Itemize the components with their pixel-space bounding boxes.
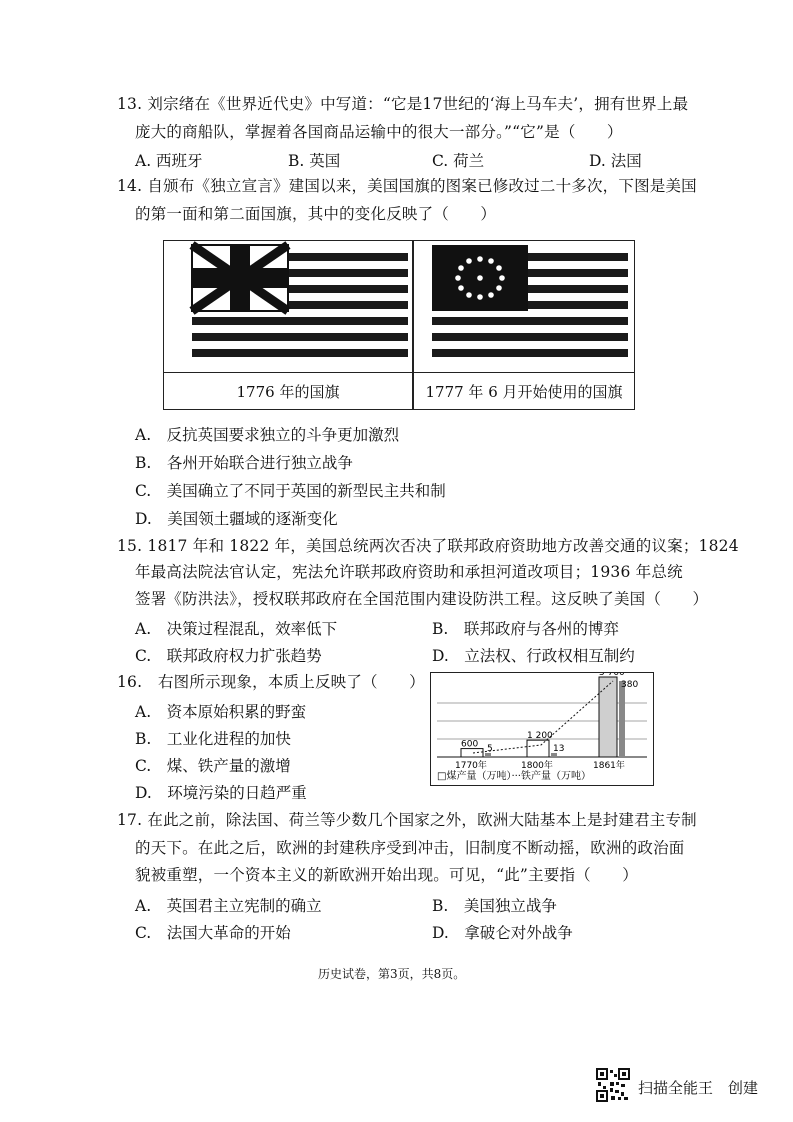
flag-1777 [414, 241, 634, 371]
stars-and-stripes-flag-image [414, 241, 634, 371]
q13-option-c[interactable]: C. 荷兰 [432, 152, 485, 170]
q14-line2: 的第一面和第二面国旗，其中的变化反映了（ ） [135, 205, 497, 223]
q16-line1: 16. 右图所示现象，本质上反映了（ ） [117, 673, 425, 691]
q15-option-d[interactable]: D. 立法权、行政权相互制约 [432, 647, 635, 665]
iron-label-1770年: 5 [487, 744, 493, 754]
coal-iron-chart-svg [431, 673, 653, 785]
x-tick-1770年: 1770年 [455, 761, 487, 771]
q16-option-a[interactable]: A. 资本原始积累的野蛮 [135, 703, 307, 721]
iron-bar-1861年 [619, 681, 625, 757]
q17-option-a[interactable]: A. 英国君主立宪制的确立 [135, 897, 322, 915]
qr-code-icon [596, 1068, 630, 1102]
coal-bar-1800年 [527, 740, 549, 757]
flag-caption-1776: 1776 年的国旗 [164, 372, 412, 409]
coal-iron-chart [430, 672, 654, 786]
q15-option-c[interactable]: C. 联邦政府权力扩张趋势 [135, 647, 322, 665]
q15-line2: 年最高法院法官认定，宪法允许联邦政府资助和承担河道改项目；1936 年总统 [135, 563, 683, 581]
q15-line3: 签署《防洪法》，授权联邦政府在全国范围内建设防洪工程。这反映了美国（ ） [135, 590, 709, 608]
coal-bar-1770年 [461, 749, 483, 757]
page-footer: 历史试卷，第3页，共8页。 [318, 967, 466, 981]
iron-label-1800年: 13 [553, 744, 565, 754]
x-tick-1861年: 1861年 [593, 761, 625, 771]
q17-line2: 的天下。在此之后，欧洲的封建秩序受到冲击，旧制度不断动摇，欧洲的政治面 [135, 839, 685, 857]
flag-1776 [164, 241, 412, 371]
coal-label-1800年: 1 200 [527, 731, 553, 742]
q17-option-c[interactable]: C. 法国大革命的开始 [135, 924, 291, 942]
x-tick-1800年: 1800年 [521, 761, 553, 771]
q14-option-a[interactable]: A. 反抗英国要求独立的斗争更加激烈 [135, 426, 400, 444]
q15-line1: 15. 1817 年和 1822 年，美国总统两次否决了联邦政府资助地方改善交通的议案；1824 [117, 537, 739, 555]
q13-option-a[interactable]: A. 西班牙 [135, 152, 203, 170]
q16-option-d[interactable]: D. 环境污染的日趋严重 [135, 784, 307, 802]
grand-union-flag-image [164, 241, 412, 371]
q14-option-b[interactable]: B. 各州开始联合进行独立战争 [135, 454, 353, 472]
q16-option-b[interactable]: B. 工业化进程的加快 [135, 730, 291, 748]
q15-option-a[interactable]: A. 决策过程混乱，效率低下 [135, 620, 338, 638]
coal-bar-1861年 [599, 677, 617, 757]
q17-option-d[interactable]: D. 拿破仑对外战争 [432, 924, 573, 942]
q17-option-b[interactable]: B. 美国独立战争 [432, 897, 557, 915]
q17-line1: 17. 在此之前，除法国、荷兰等少数几个国家之外，欧洲大陆基本上是封建君主专制 [117, 811, 697, 829]
q14-line1: 14. 自颁布《独立宣言》建国以来，美国国旗的图案已修改过二十多次，下图是美国 [117, 177, 697, 195]
q13-line2: 庞大的商船队，掌握着各国商品运输中的很大一部分。”“它”是（ ） [135, 123, 623, 141]
flag-caption-1777: 1777 年 6 月开始使用的国旗 [414, 372, 634, 409]
coal-label-1770年: 600 [461, 739, 479, 750]
q13-option-b[interactable]: B. 英国 [288, 152, 341, 170]
q17-line3: 貌被重塑，一个资本主义的新欧洲开始出现。可见，“此”主要指（ ） [135, 866, 638, 884]
q14-option-d[interactable]: D. 美国领土疆域的逐渐变化 [135, 510, 338, 528]
q13-line1: 13. 刘宗绪在《世界近代史》中写道：“它是17世纪的‘海上马车夫’，拥有世界上最 [117, 95, 689, 113]
q14-option-c[interactable]: C. 美国确立了不同于英国的新型民主共和制 [135, 482, 446, 500]
q13-option-d[interactable]: D. 法国 [589, 152, 642, 170]
iron-label-1861年: 380 [621, 680, 639, 690]
coal-label-1861年: 5 700 [599, 673, 625, 678]
q15-option-b[interactable]: B. 联邦政府与各州的博弈 [432, 620, 619, 638]
scanner-watermark: 扫描全能王 创建 [638, 1079, 759, 1097]
q16-option-c[interactable]: C. 煤、铁产量的激增 [135, 757, 291, 775]
chart-legend: □煤产量（万吨）···铁产量（万吨） [437, 771, 591, 782]
flag-figure [163, 240, 635, 410]
